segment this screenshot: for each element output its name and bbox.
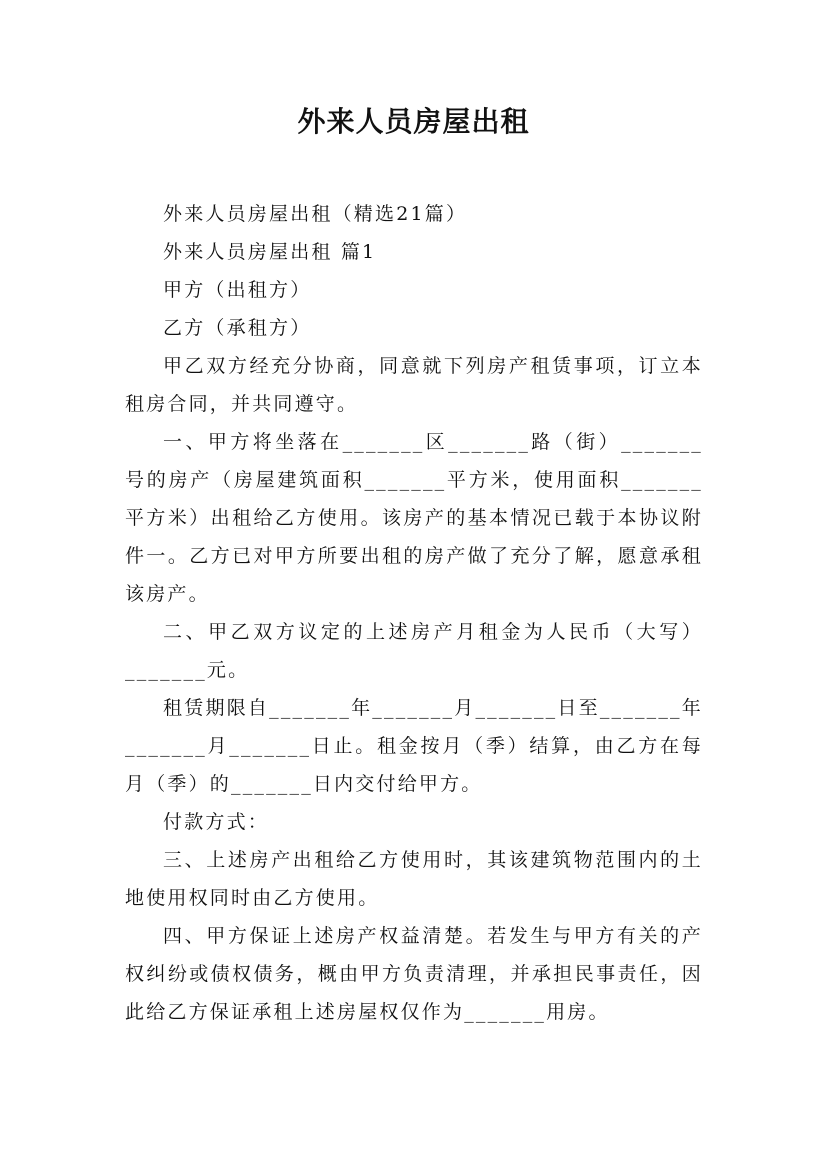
paragraph-clause-4: 四、甲方保证上述房产权益清楚。若发生与甲方有关的产权纠纷或债权债务，概由甲方负责清理，并承担民事责任，因此给乙方保证承租上述房屋权仅作为_______用房。 xyxy=(125,925,703,1023)
paragraph-clause-3: 三、上述房产出租给乙方使用时，其该建筑物范围内的土地使用权同时由乙方使用。 xyxy=(125,849,703,909)
paragraph-lease-term: 租赁期限自_______年_______月_______日至_______年_______月_______日止。租金按月（季）结算，由乙方在每月（季）的_______日内交付给甲方。 xyxy=(125,697,703,795)
document-title: 外来人员房屋出租 xyxy=(297,105,530,138)
document-body xyxy=(125,195,703,1031)
paragraph-party-b: 乙方（承租方） xyxy=(163,317,312,339)
paragraph-party-a: 甲方（出租方） xyxy=(163,279,312,301)
paragraph-clause-2: 二、甲乙双方议定的上述房产月租金为人民币（大写）_______元。 xyxy=(125,621,703,681)
paragraph-payment-method: 付款方式： xyxy=(163,811,270,833)
paragraph-preamble: 甲乙双方经充分协商，同意就下列房产租赁事项，订立本租房合同，并共同遵守。 xyxy=(125,355,703,415)
paragraph-section-heading: 外来人员房屋出租 篇1 xyxy=(163,241,377,263)
paragraph-clause-1: 一、甲方将坐落在_______区_______路（街）_______号的房产（房屋建筑面积_______平方米，使用面积_______平方米）出租给乙方使用。该房产的基本情况已载于本协议附件一。乙方已对甲方所要出租的房产做了充分了解，愿意承租该房产。 xyxy=(125,431,703,605)
paragraph-subtitle: 外来人员房屋出租（精选21篇） xyxy=(163,203,468,225)
